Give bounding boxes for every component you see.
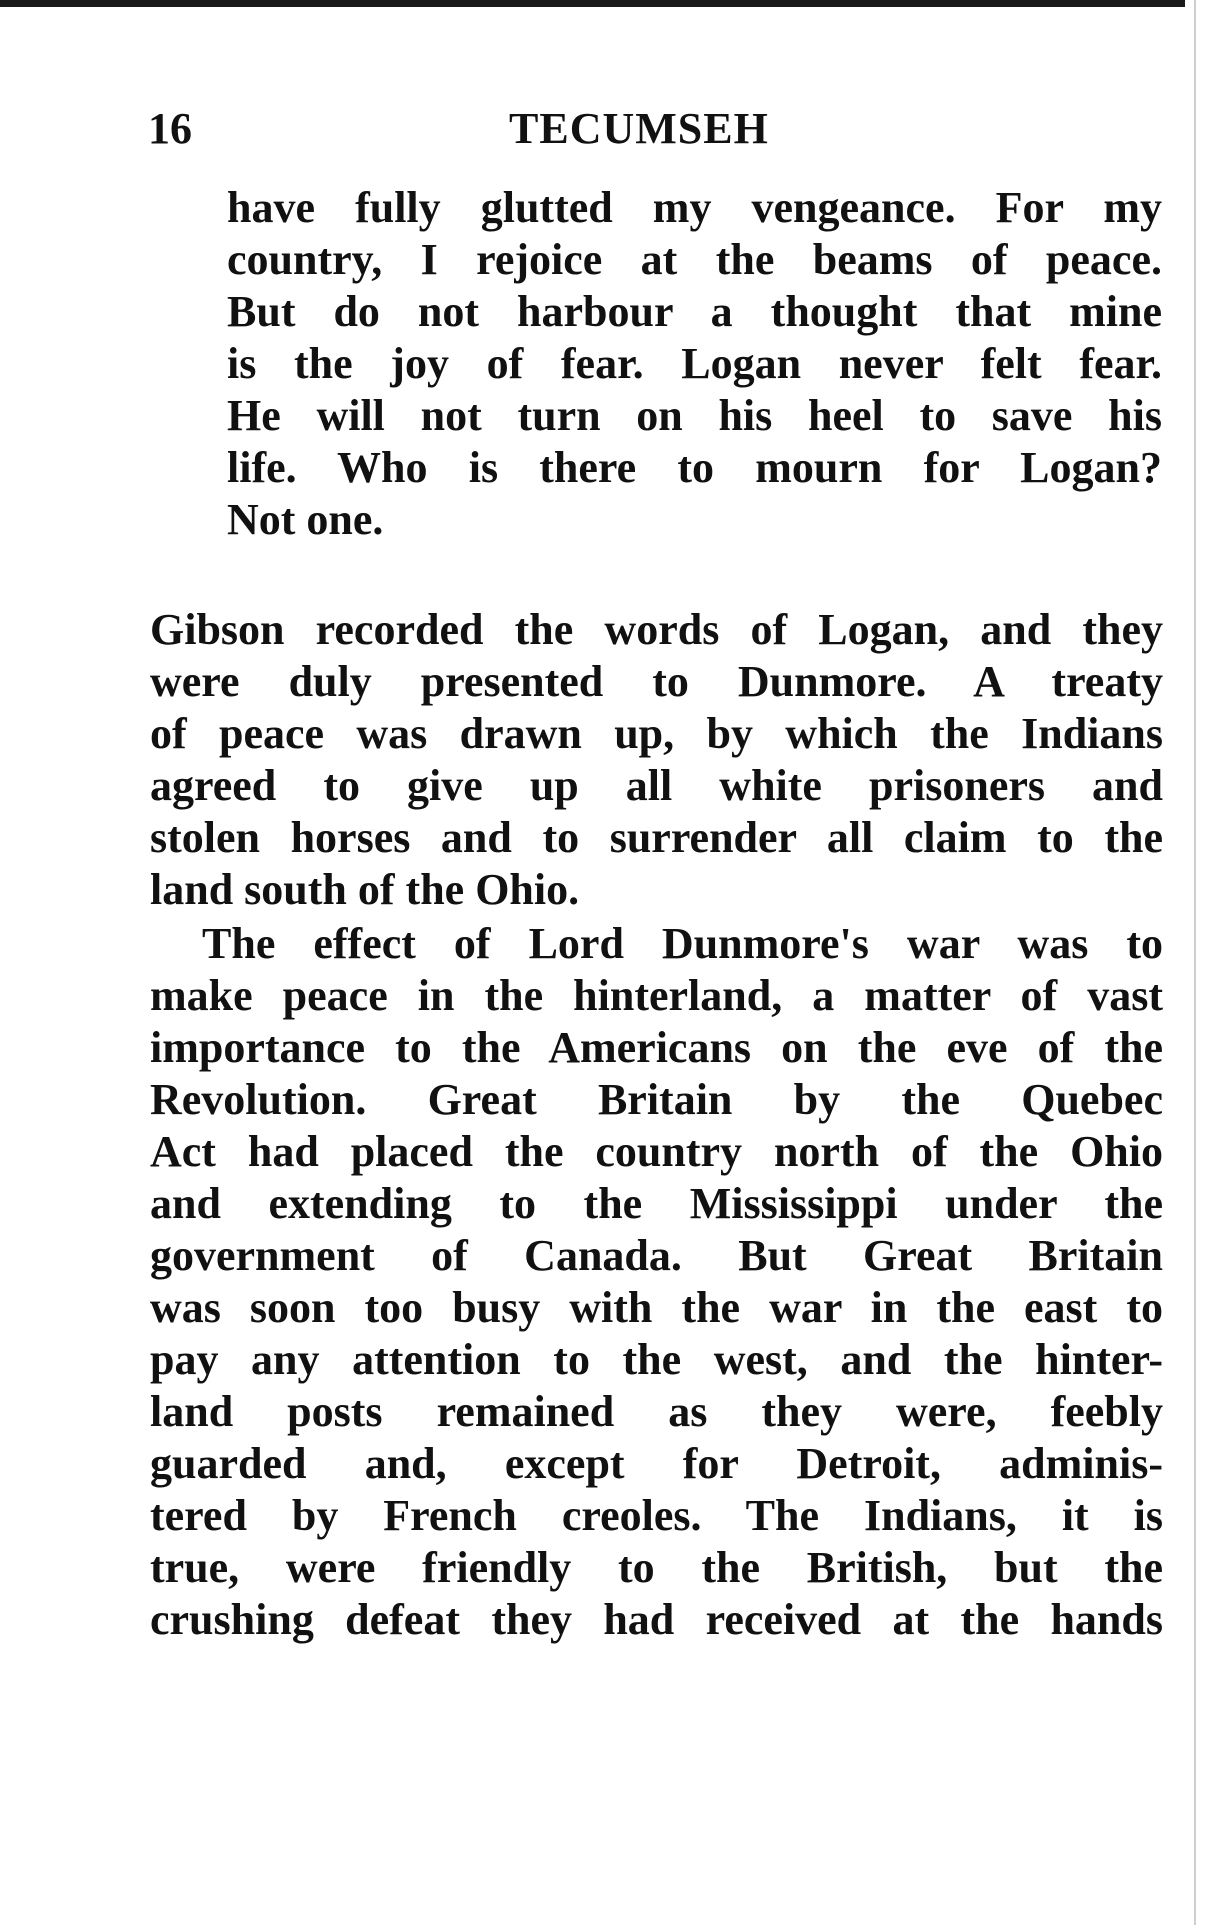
quote-line: Not one.	[227, 495, 384, 544]
paragraph-treaty	[150, 604, 1163, 916]
paragraph-line: government of Canada. But Great Britain	[150, 1231, 1163, 1280]
paragraph-line: guarded and, except for Detroit, adminis-	[150, 1439, 1163, 1488]
quote-line: life. Who is there to mourn for Logan?	[227, 443, 1162, 492]
paragraph-line: true, were friendly to the British, but the	[150, 1543, 1163, 1592]
paragraph-line: make peace in the hinterland, a matter of vast	[150, 971, 1163, 1020]
quote-line: But do not harbour a thought that mine	[227, 287, 1162, 336]
page-number: 16	[148, 104, 192, 153]
paragraph-line: land posts remained as they were, feebly	[150, 1387, 1163, 1436]
quote-line: He will not turn on his heel to save his	[227, 391, 1162, 440]
paragraph-line: tered by French creoles. The Indians, it is	[150, 1491, 1163, 1540]
paragraph-line: of peace was drawn up, by which the Indians	[150, 709, 1163, 758]
paragraph-line: and extending to the Mississippi under the	[150, 1179, 1163, 1228]
scan-top-border	[0, 0, 1185, 7]
paragraph-line: stolen horses and to surrender all claim to the	[150, 813, 1163, 862]
running-title: TECUMSEH	[509, 104, 769, 153]
paragraph-line: pay any attention to the west, and the hinter-	[150, 1335, 1163, 1384]
paragraph-line: was soon too busy with the war in the east to	[150, 1283, 1163, 1332]
paragraph-line: importance to the Americans on the eve of the	[150, 1023, 1163, 1072]
paragraph-line: The effect of Lord Dunmore's war was to	[202, 919, 1163, 968]
paragraph-line: Revolution. Great Britain by the Quebec	[150, 1075, 1163, 1124]
paragraph-line: Gibson recorded the words of Logan, and they	[150, 605, 1163, 654]
paragraph-line: were duly presented to Dunmore. A treaty	[150, 657, 1163, 706]
paragraph-effect	[150, 918, 1163, 1646]
paragraph-line: agreed to give up all white prisoners and	[150, 761, 1163, 810]
block-quote	[227, 182, 1162, 546]
quote-line: is the joy of fear. Logan never felt fear.	[227, 339, 1162, 388]
paragraph-line: crushing defeat they had received at the hands	[150, 1595, 1163, 1644]
scan-right-edge	[1194, 0, 1196, 1925]
quote-line: country, I rejoice at the beams of peace.	[227, 235, 1162, 284]
paragraph-line: Act had placed the country north of the Ohio	[150, 1127, 1163, 1176]
quote-line: have fully glutted my vengeance. For my	[227, 183, 1162, 232]
paragraph-line: land south of the Ohio.	[150, 865, 580, 914]
